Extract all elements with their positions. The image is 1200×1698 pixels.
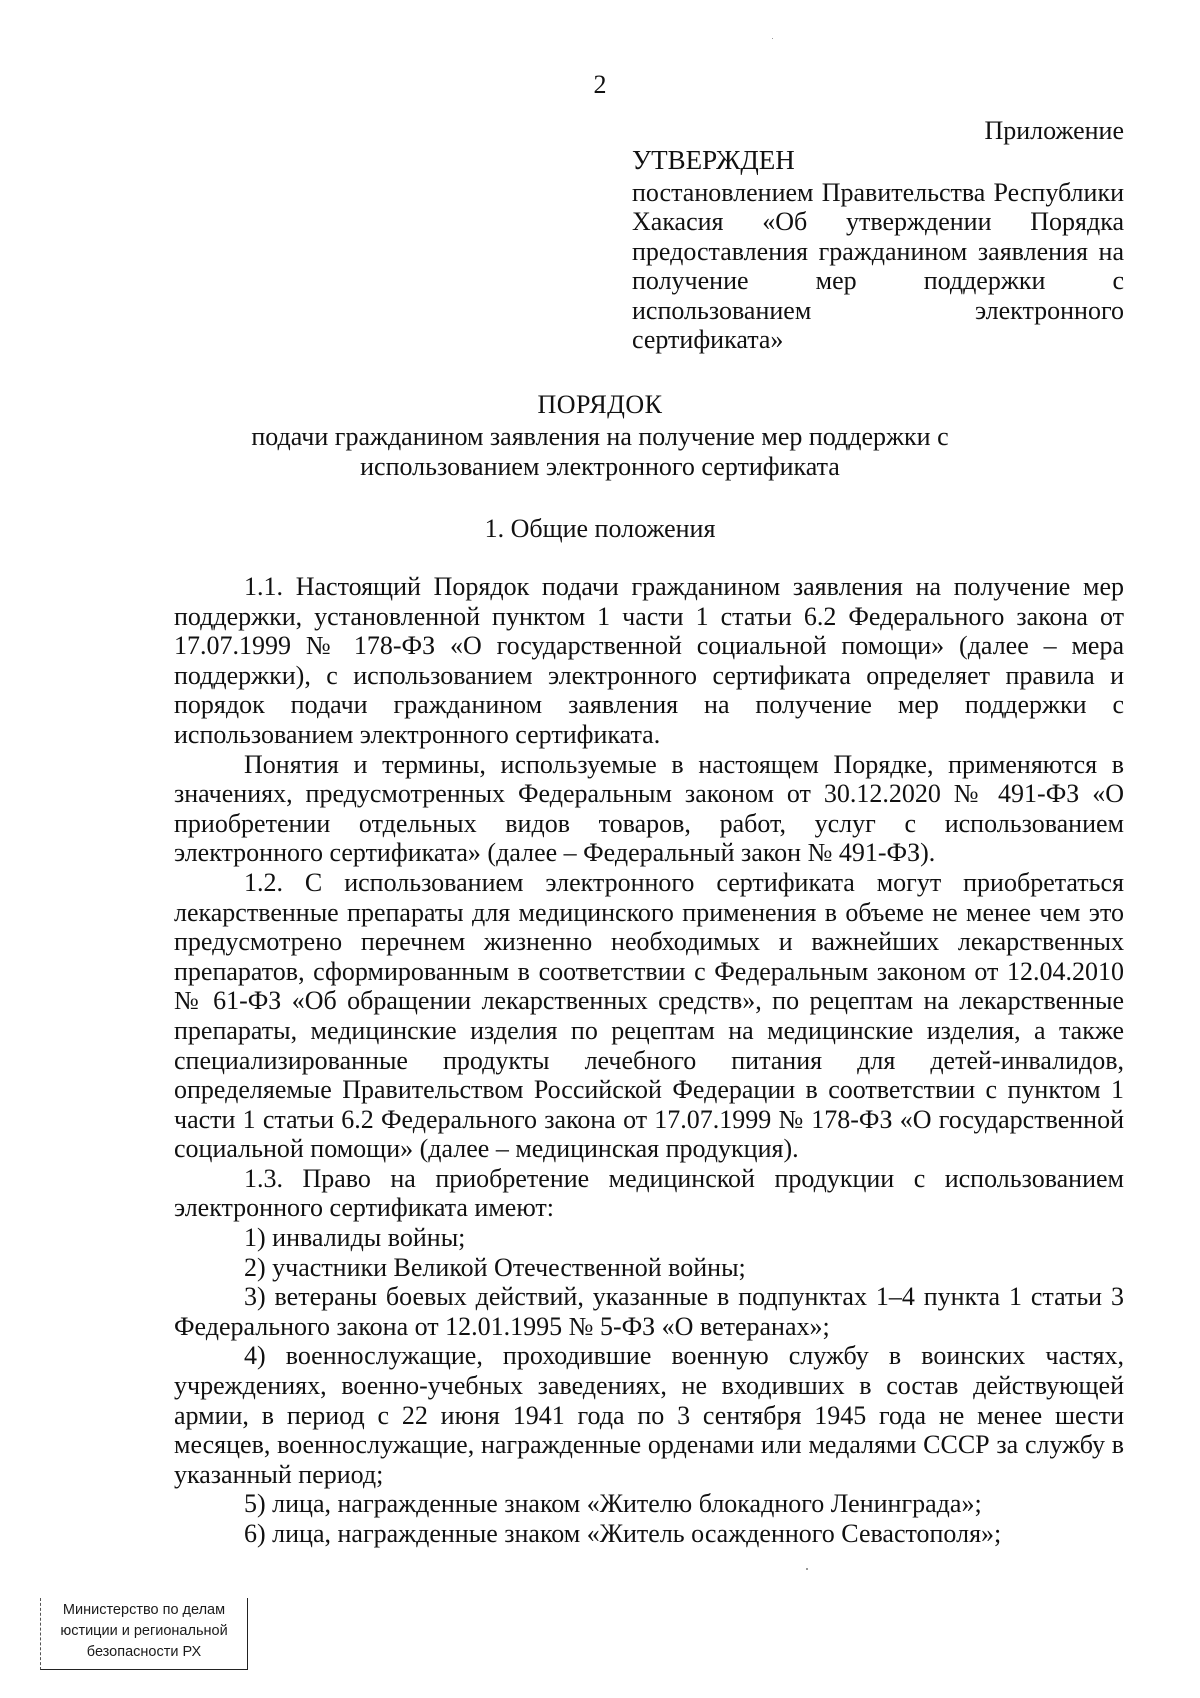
document-title: ПОРЯДОК [537,390,663,419]
approved-label: УТВЕРЖДЕН [632,145,795,175]
list-item-6: 6) лица, награжденные знаком «Житель осажденного Севастополя»; [244,1519,1002,1548]
paragraph-terms: Понятия и термины, используемые в настоящем Порядке, применяются в значениях, предусмотренных Федеральным законом от 30.12.2020 № 491-ФЗ «О приобретении отдельных видов товаров, работ, услуг с использованием электронного сертификата» (далее – Федеральный закон № 491-ФЗ). [174,749,1124,868]
ministry-stamp [40,1598,248,1670]
stamp-line-3: безопасности РХ [86,1644,202,1660]
page-number: 2 [593,70,607,99]
list-item-1: 1) инвалиды войны; [244,1223,466,1253]
stamp-line-2: юстиции и региональной [60,1623,228,1639]
appendix-label: Приложение [984,116,1124,145]
document-body [174,572,1124,1549]
approval-block [632,146,1124,355]
paragraph-1-2: 1.2. С использованием электронного сертификата могут приобретаться лекарственные препараты для медицинского применения в объеме не менее чем это предусмотрено перечнем жизненно необходимых и важнейших лекарственных препаратов, сформированным в соответствии с Федеральным законом от 12.04.2010 № 61-ФЗ «Об обращении лекарственных средств», по рецептам на лекарственные препараты, медицинские изделия по рецептам на медицинские изделия, а также специализированные продукты лечебного питания для детей-инвалидов, определяемые Правительством Российской Федерации в соответствии с пунктом 1 части 1 статьи 6.2 Федерального закона от 17.07.1999 № 178-ФЗ «О государственной социальной помощи» (далее – медицинская продукция). [174,867,1124,1164]
list-item-4: 4) военнослужащие, проходившие военную службу в воинских частях, учреждениях, военно-учебных заведениях, не входивших в состав действующей армии, в период с 22 июня 1941 года по 3 сентября 1945 года не менее шести месяцев, военнослужащие, награжденные орденами или медалями СССР за службу в указанный период; [174,1341,1124,1489]
section-heading: 1. Общие положения [484,514,716,543]
paragraph-1-1: 1.1. Настоящий Порядок подачи гражданином заявления на получение мер поддержки, установленной пунктом 1 части 1 статьи 6.2 Федерального закона от 17.07.1999 № 178-ФЗ «О государственной социальной помощи» (далее – мера поддержки), с использованием электронного сертификата определяет правила и порядок подачи гражданином заявления на получение мер поддержки с использованием электронного сертификата. [174,572,1124,749]
approval-text: постановлением Правительства Республики Хакасия «Об утверждении Порядка предоставления гражданином заявления на получение мер поддержки с использованием электронного сертификата» [632,177,1124,354]
document-subtitle: подачи гражданином заявления на получение мер поддержки с использованием электронного сертификата [251,422,949,481]
paragraph-1-3: 1.3. Право на приобретение медицинской продукции с использованием электронного сертификата имеют: [174,1163,1124,1223]
scan-speck [772,38,773,39]
list-item-2: 2) участники Великой Отечественной войны; [244,1252,746,1282]
scan-speck [806,1568,808,1570]
stamp-line-1: Министерство по делам [62,1602,226,1618]
list-item-5: 5) лица, награжденные знаком «Жителю блокадного Ленинграда»; [244,1489,982,1519]
list-item-3: 3) ветераны боевых действий, указанные в подпунктах 1–4 пункта 1 статьи 3 Федерального закона от 12.01.1995 № 5-ФЗ «О ветеранах»; [174,1282,1124,1341]
